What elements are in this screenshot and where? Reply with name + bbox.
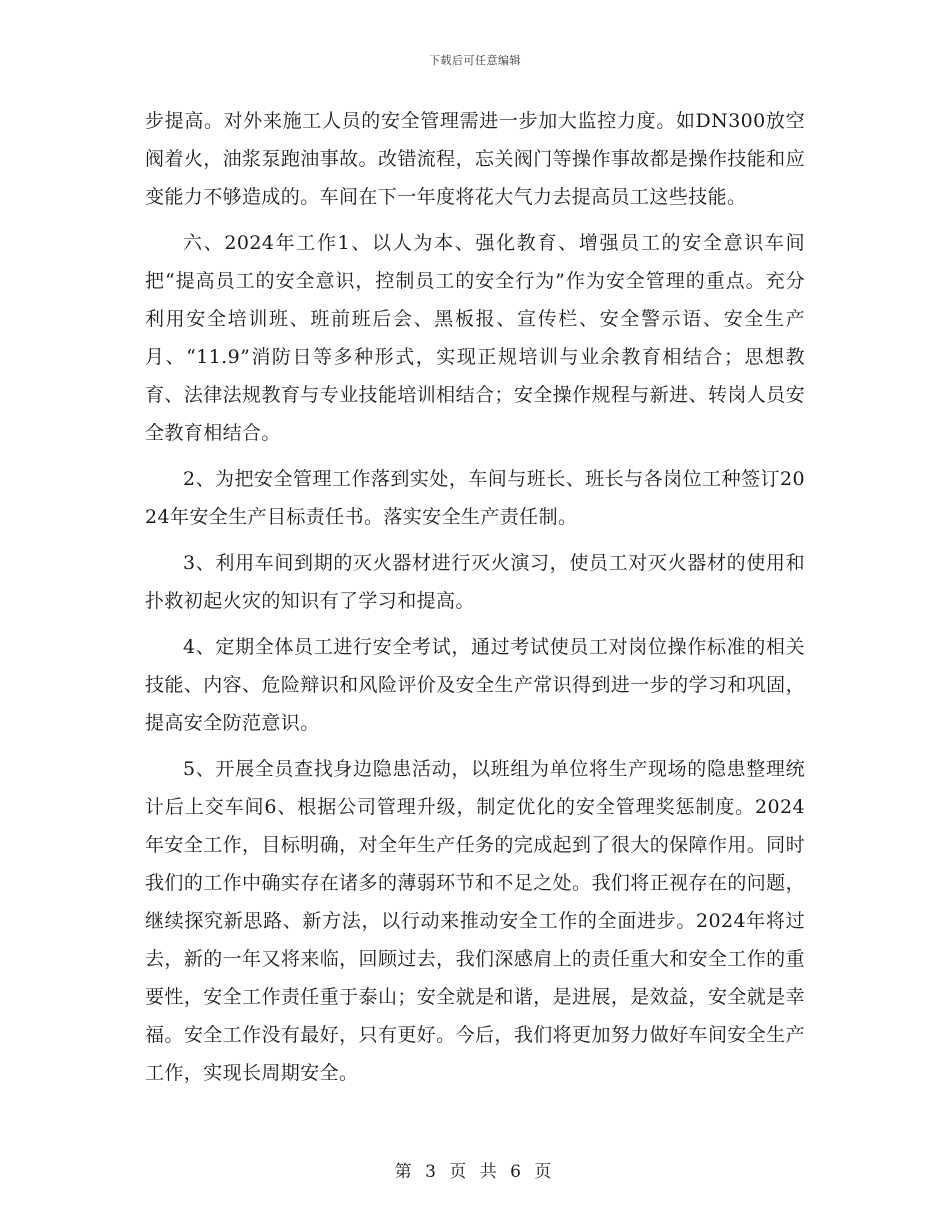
paragraph-item-4: 4、定期全体员工进行安全考试，通过考试使员工对岗位操作标准的相关技能、内容、危险辩识和风险评价及安全生产常识得到进一步的学习和巩固，提高安全防范意识。 [145, 636, 805, 734]
document-body [145, 102, 805, 1100]
paragraph-item-3: 3、利用车间到期的灭火器材进行灭火演习，使员工对灭火器材的使用和扑救初起火灾的知识有了学习和提高。 [145, 552, 805, 612]
page-number-footer: 第 3 页 共 6 页 [394, 1162, 556, 1182]
paragraph-section-six: 六、2024年工作1、以人为本、强化教育、增强员工的安全意识车间把“提高员工的安全意识，控制员工的安全行为”作为安全管理的重点。充分利用安全培训班、班前班后会、黑板报、宣传栏、安全警示语、安全生产月、“11.9”消防日等多种形式，实现正规培训与业余教育相结合；思想教育、法律法规教育与专业技能培训相结合；安全操作规程与新进、转岗人员安全教育相结合。 [145, 232, 805, 444]
paragraph-item-5: 5、开展全员查找身边隐患活动，以班组为单位将生产现场的隐患整理统计后上交车间6、根据公司管理升级，制定优化的安全管理奖惩制度。2024年安全工作，目标明确，对全年生产任务的完成起到了很大的保障作用。同时我们的工作中确实存在诸多的薄弱环节和不足之处。我们将正视存在的问题，继续探究新思路、新方法，以行动来推动安全工作的全面进步。2024年将过去，新的一年又将来临，回顾过去，我们深感肩上的责任重大和安全工作的重要性，安全工作责任重于泰山；安全就是和谐，是进展，是效益，安全就是幸福。安全工作没有最好，只有更好。今后，我们将更加努力做好车间安全生产工作，实现长周期安全。 [145, 758, 805, 1084]
page-header-note: 下载后可任意编辑 [429, 54, 521, 67]
paragraph-item-2: 2、为把安全管理工作落到实处，车间与班长、班长与各岗位工种签订2024年安全生产目标责任书。落实安全生产责任制。 [145, 468, 805, 528]
paragraph-continuation: 步提高。对外来施工人员的安全管理需进一步加大监控力度。如DN300放空阀着火，油浆泵跑油事故。改错流程，忘关阀门等操作事故都是操作技能和应变能力不够造成的。车间在下一年度将花大气力去提高员工这些技能。 [145, 110, 805, 208]
